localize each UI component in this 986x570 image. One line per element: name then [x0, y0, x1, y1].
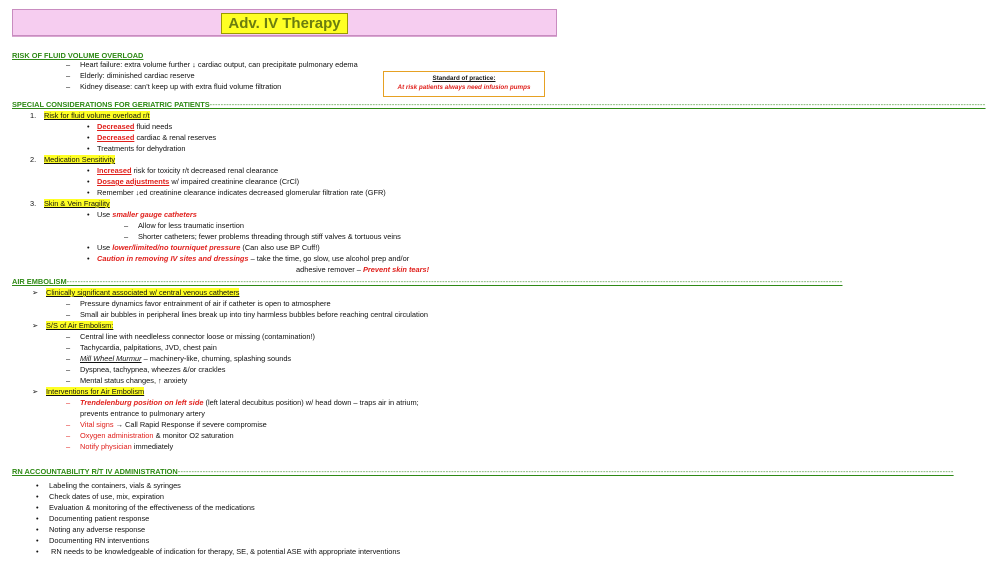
dash-marker: –: [66, 431, 71, 440]
list-item: – Pressure dynamics favor entrainment of air if catheter is open to atmosphere: [66, 299, 331, 308]
list-item: – Elderly: diminished cardiac reserve: [66, 71, 195, 80]
dash-marker: –: [66, 354, 71, 363]
bullet-marker: •: [87, 133, 90, 142]
arrow-marker: ➢: [32, 321, 39, 330]
list-item: • Documenting patient response: [36, 514, 150, 523]
list-item: • Noting any adverse response: [36, 525, 146, 534]
bullet-marker: •: [36, 481, 39, 490]
dash-marker: –: [66, 398, 71, 407]
bullet-marker: •: [87, 177, 90, 186]
list-item: – Trendelenburg position on left side (left lateral decubitus position) w/ head down – traps air in atrium;: [66, 398, 419, 407]
list-item: – Dyspnea, tachypnea, wheezes &/or crackles: [66, 365, 226, 374]
bullet-marker: •: [87, 254, 90, 263]
bullet-marker: •: [36, 536, 39, 545]
highlighted-label: Interventions for Air Embolism: [46, 387, 145, 396]
list-item: – Oxygen administration & monitor O2 saturation: [66, 431, 234, 440]
list-item: • Use smaller gauge catheters: [87, 210, 197, 219]
list-item: – Notify physician immediately: [66, 442, 174, 451]
list-item: – Mental status changes, ↑ anxiety: [66, 376, 188, 385]
bullet-marker: •: [87, 122, 90, 131]
bullet-marker: •: [87, 144, 90, 153]
section-heading-air-embolism: AIR EMBOLISM-----------------------------------------------------------------------------------------------------------------------------------------------------------------------------------------------------------------------------------------------------------------------------------------: [12, 277, 843, 286]
title-divider: [12, 36, 557, 37]
bullet-marker: •: [36, 514, 39, 523]
dash-marker: –: [66, 82, 71, 91]
list-item: • Treatments for dehydration: [87, 144, 186, 153]
list-item: • Decreased fluid needs: [87, 122, 173, 131]
highlighted-label: S/S of Air Embolism:: [46, 321, 114, 330]
highlighted-label: Risk for fluid volume overload r/t: [44, 111, 150, 120]
highlighted-label: Medication Sensitivity: [44, 155, 116, 164]
list-item: • Evaluation & monitoring of the effectiveness of the medications: [36, 503, 255, 512]
title-banner: [12, 9, 557, 36]
dash-marker: –: [66, 60, 71, 69]
dash-marker: –: [66, 442, 71, 451]
section-rule: -----------------------------------------------------------------------------------------------------------------------------------------------------------------------------------------------------------------------------------------------------------------------------------------: [209, 100, 986, 109]
section-rule: -----------------------------------------------------------------------------------------------------------------------------------------------------------------------------------------------------------------------------------------------------------------------------------------: [66, 277, 843, 286]
dash-marker: –: [66, 332, 71, 341]
bullet-marker: •: [87, 166, 90, 175]
section-heading-rn-accountability: RN ACCOUNTABILITY R/T IV ADMINISTRATION-----------------------------------------------------------------------------------------------------------------------------------------------------------------------------------------------------------------------------------------------------------------------------------------: [12, 467, 954, 476]
dash-marker: –: [66, 71, 71, 80]
standard-of-practice-callout: [383, 71, 545, 97]
dash-marker: –: [66, 376, 71, 385]
bullet-marker: •: [36, 503, 39, 512]
list-item: – Central line with needleless connector loose or missing (contamination!): [66, 332, 315, 341]
callout-body: At risk patients always need infusion pumps: [397, 83, 531, 91]
dash-marker: –: [66, 299, 71, 308]
dash-marker: –: [66, 343, 71, 352]
bullet-marker: •: [36, 547, 39, 556]
numbered-item: 1. Risk for fluid volume overload r/t: [30, 111, 150, 120]
section-heading-fluid-overload: RISK OF FLUID VOLUME OVERLOAD: [12, 51, 144, 60]
list-item: • Documenting RN interventions: [36, 536, 150, 545]
numbered-item: 2. Medication Sensitivity: [30, 155, 116, 164]
list-item: • Decreased cardiac & renal reserves: [87, 133, 217, 142]
list-item: – Heart failure: extra volume further ↓ cardiac output, can precipitate pulmonary edema: [66, 60, 358, 69]
list-item-continuation: adhesive remover – Prevent skin tears!: [296, 265, 430, 274]
list-item: • Remember ↓ed creatinine clearance indicates decreased glomerular filtration rate (GFR): [87, 188, 386, 197]
numbered-item: 3. Skin & Vein Fragility: [30, 199, 110, 208]
arrow-item: [32, 288, 239, 297]
list-item: – Mill Wheel Murmur – machinery-like, churning, splashing sounds: [66, 354, 292, 363]
page-title: Adv. IV Therapy: [221, 13, 347, 34]
bullet-marker: •: [36, 492, 39, 501]
section-rule: -----------------------------------------------------------------------------------------------------------------------------------------------------------------------------------------------------------------------------------------------------------------------------------------: [177, 467, 954, 476]
list-item: – Kidney disease: can’t keep up with extra fluid volume filtration: [66, 82, 282, 91]
dash-marker: –: [124, 221, 129, 230]
bullet-marker: •: [87, 243, 90, 252]
list-item: – Small air bubbles in peripheral lines break up into tiny harmless bubbles before reaching central circulation: [66, 310, 428, 319]
dash-marker: –: [66, 420, 71, 429]
bullet-marker: •: [87, 188, 90, 197]
highlighted-label: Clinically significant associated w/ central venous catheters: [46, 288, 240, 297]
list-item: • Check dates of use, mix, expiration: [36, 492, 165, 501]
callout-title: Standard of practice:: [432, 75, 496, 82]
arrow-marker: ➢: [32, 288, 39, 297]
arrow-marker: ➢: [32, 387, 39, 396]
arrow-item: [32, 321, 113, 330]
bullet-marker: •: [87, 210, 90, 219]
sub-list-item: – Allow for less traumatic insertion: [124, 221, 244, 230]
dash-marker: –: [66, 365, 71, 374]
list-item: • Caution in removing IV sites and dressings – take the time, go slow, use alcohol prep and/or: [87, 254, 410, 263]
section-heading-geriatric: SPECIAL CONSIDERATIONS FOR GERIATRIC PATIENTS-----------------------------------------------------------------------------------------------------------------------------------------------------------------------------------------------------------------------------------------------------------------------------------------: [12, 100, 986, 109]
list-item-continuation: prevents entrance to pulmonary artery: [80, 409, 205, 418]
list-item: – Vital signs → Call Rapid Response if severe compromise: [66, 420, 267, 429]
list-item: – Tachycardia, palpitations, JVD, chest pain: [66, 343, 217, 352]
arrow-item: [32, 387, 144, 396]
list-item: • Dosage adjustments w/ impaired creatinine clearance (CrCl): [87, 177, 300, 186]
list-item: • Labeling the containers, vials & syringes: [36, 481, 181, 490]
highlighted-label: Skin & Vein Fragility: [44, 199, 110, 208]
list-item: • Use lower/limited/no tourniquet pressure (Can also use BP Cuff!): [87, 243, 320, 252]
sub-list-item: – Shorter catheters; fewer problems threading through stiff valves & tortuous veins: [124, 232, 401, 241]
list-item: • RN needs to be knowledgeable of indication for therapy, SE, & potential ASE with appropriate interventions: [36, 547, 401, 556]
dash-marker: –: [124, 232, 129, 241]
dash-marker: –: [66, 310, 71, 319]
list-item: • Increased risk for toxicity r/t decreased renal clearance: [87, 166, 279, 175]
bullet-marker: •: [36, 525, 39, 534]
